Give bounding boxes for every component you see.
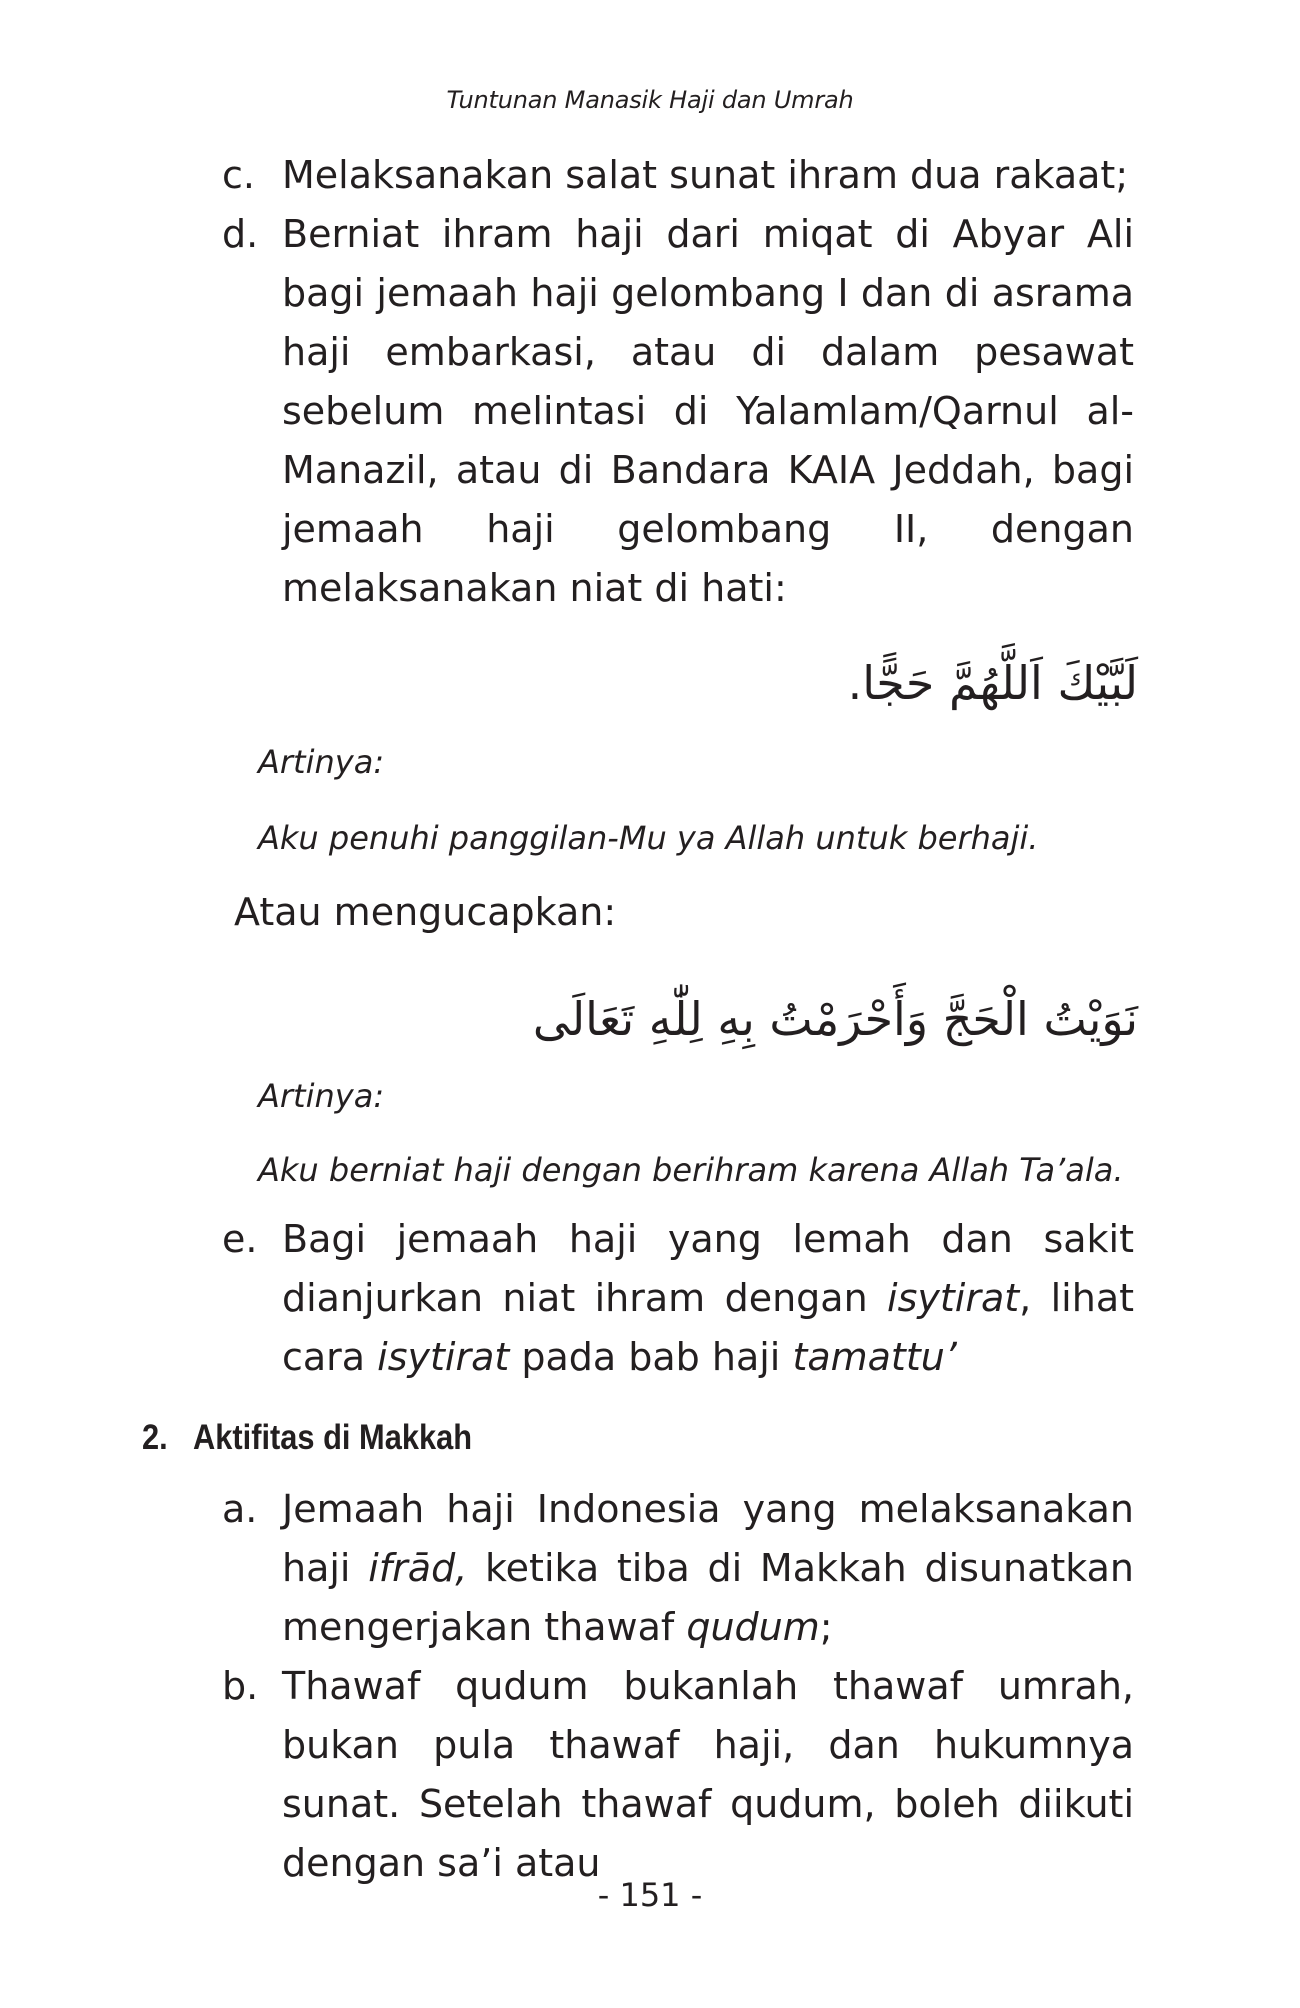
section-title: Aktifitas di Makkah	[193, 1418, 473, 1457]
list-item-text: Thawaf qudum bukanlah thawaf umrah, bukan pula thawaf haji, dan hukumnya sunat. Setelah thawaf qudum, boleh diikuti dengan sa’i atau	[282, 1664, 1134, 1885]
list-item-text: Jemaah haji Indonesia yang melaksanakan haji ifrād, ketika tiba di Makkah disunatkan mengerjakan thawaf qudum;	[282, 1487, 1134, 1649]
translation-label: Artinya:	[258, 1077, 385, 1115]
section-heading	[142, 1418, 472, 1458]
lead-in-text: Atau mengucapkan:	[234, 890, 617, 934]
list-item-text: Bagi jemaah haji yang lemah dan sakit dianjurkan niat ihram dengan isytirat, lihat cara isytirat pada bab haji tamattu’	[282, 1217, 1135, 1379]
list-marker: e.	[222, 1217, 258, 1261]
list-marker: c.	[222, 153, 255, 197]
page-number: - 151 -	[597, 1876, 703, 1914]
arabic-niat-1: لَبَّيْكَ اَللَّهُمَّ حَجًّا.	[847, 656, 1138, 710]
translation-text: Aku penuhi panggilan-Mu ya Allah untuk berhaji.	[258, 819, 1039, 857]
translation-text: Aku berniat haji dengan berihram karena Allah Ta’ala.	[258, 1151, 1124, 1189]
section-number: 2.	[142, 1418, 168, 1457]
list-marker: b.	[222, 1664, 259, 1708]
translation-label: Artinya:	[258, 743, 385, 781]
running-head: Tuntunan Manasik Haji dan Umrah	[446, 86, 854, 114]
list-item-text: Berniat ihram haji dari miqat di Abyar Ali bagi jemaah haji gelombang I dan di asrama haji embarkasi, atau di dalam pesawat sebelum melintasi di Yalamlam/Qarnul al-Manazil, atau di Bandara KAIA Jeddah, bagi jemaah haji gelombang II, dengan melaksanakan niat di hati:	[282, 212, 1134, 610]
arabic-niat-2: نَوَيْتُ الْحَجَّ وَأَحْرَمْتُ بِهِ لِلّٰهِ تَعَالَى	[532, 992, 1138, 1046]
list-marker: a.	[222, 1487, 258, 1531]
list-item-text: Melaksanakan salat sunat ihram dua rakaat;	[282, 153, 1129, 197]
list-marker: d.	[222, 212, 259, 256]
